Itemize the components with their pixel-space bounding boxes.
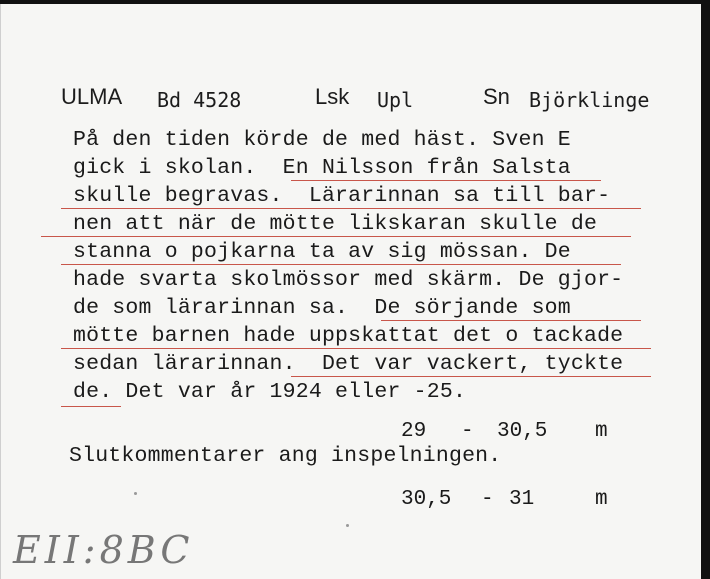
socken-value: Björklinge [529, 88, 650, 112]
body-line-2: gick i skolan. En Nilsson från Salsta [73, 156, 571, 180]
paper-speck [134, 492, 137, 495]
time1-end: 30,5 [497, 420, 548, 443]
body-line-1: På den tiden körde de med häst. Sven E [73, 128, 571, 152]
body-line-6: hade svarta skolmössor med skärm. De gjor- [73, 268, 624, 292]
volume-ref: Bd 4528 [157, 88, 242, 112]
underline-mark [291, 180, 601, 181]
landskap-label: Lsk [315, 84, 350, 109]
time1-start: 29 [401, 420, 427, 443]
underline-mark [41, 236, 631, 237]
paper-speck [346, 524, 349, 527]
underline-mark [61, 264, 621, 265]
underline-mark [61, 348, 651, 349]
closing-comment: Slutkommentarer ang inspelningen. [69, 444, 502, 468]
body-line-8: mötte barnen hade uppskattat det o tackade [73, 324, 624, 348]
card-edge-right [700, 0, 710, 579]
landskap-value: Upl [377, 88, 414, 112]
body-line-4: nen att när de mötte likskaran skulle de [73, 212, 598, 236]
time2-unit: m [595, 488, 608, 511]
time2-start: 30,5 [401, 488, 452, 511]
time2-dash: - [481, 488, 494, 511]
underline-mark [381, 320, 641, 321]
handwritten-catalog-code: EII:8BC [13, 528, 194, 572]
underline-mark [61, 208, 641, 209]
body-line-10: de. Det var år 1924 eller -25. [73, 380, 467, 404]
time2-end: 31 [509, 488, 535, 511]
body-line-9: sedan lärarinnan. Det var vackert, tyckte [73, 352, 624, 376]
underline-mark [61, 406, 121, 407]
underline-mark [291, 376, 651, 377]
body-line-5: stanna o pojkarna ta av sig mössan. De [73, 240, 571, 264]
time1-dash: - [461, 420, 474, 443]
body-line-3: skulle begravas. Lärarinnan sa till bar- [73, 184, 611, 208]
bleed-through-text [41, 14, 681, 94]
archive-card [0, 4, 701, 579]
time1-unit: m [595, 420, 608, 443]
socken-label: Sn [483, 84, 510, 109]
body-line-7: de som lärarinnan sa. De sörjande som [73, 296, 571, 320]
archive-name: ULMA [61, 84, 123, 109]
